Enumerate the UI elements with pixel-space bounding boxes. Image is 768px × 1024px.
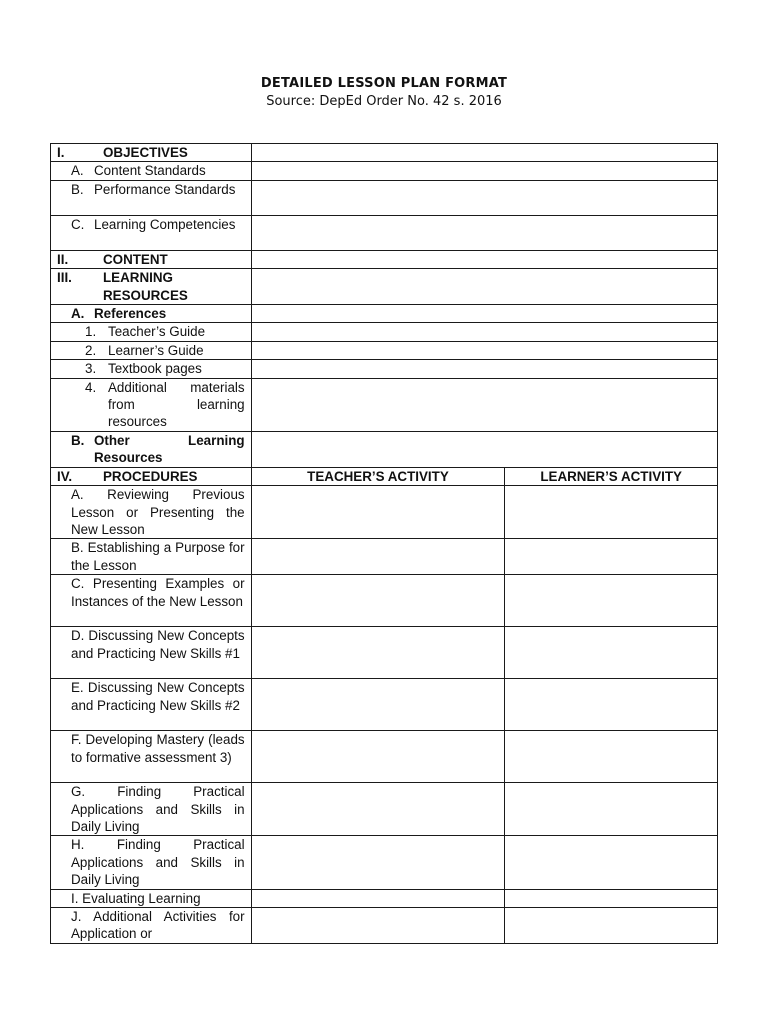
teachers-activity-cell[interactable] <box>251 627 505 679</box>
row-label-cell <box>51 360 252 378</box>
row-label-cell <box>51 783 252 836</box>
row-label-cell <box>51 627 252 679</box>
procedure-label: F. Developing Mastery (leads to formative assessment 3) <box>71 732 245 765</box>
table-row <box>51 731 718 783</box>
row-label-cell <box>51 575 252 627</box>
answer-cell[interactable] <box>251 431 717 467</box>
item-learners-guide: Learner’s Guide <box>108 342 204 358</box>
table-row <box>51 907 718 943</box>
section-number: I. <box>57 145 65 160</box>
item-additional-materials: Additional materials from learning resources <box>108 379 245 430</box>
teachers-activity-cell[interactable] <box>251 889 505 907</box>
procedure-label: A. Reviewing Previous Lesson or Presenting the New Lesson <box>71 487 245 537</box>
teachers-activity-header: TEACHER’S ACTIVITY <box>251 467 505 485</box>
row-label-cell <box>51 305 252 323</box>
answer-cell[interactable] <box>251 378 717 431</box>
row-label-cell <box>51 467 252 485</box>
item-letter: B. <box>71 181 84 197</box>
teachers-activity-cell[interactable] <box>251 575 505 627</box>
row-label-cell <box>51 250 252 268</box>
page-title: DETAILED LESSON PLAN FORMAT <box>260 76 508 91</box>
answer-cell[interactable] <box>251 341 717 359</box>
item-performance-standards: Performance Standards <box>94 181 236 197</box>
table-row <box>51 539 718 575</box>
procedure-label: H. Finding Practical Applications and Skills in Daily Living <box>71 837 245 888</box>
row-label-cell <box>51 836 252 889</box>
teachers-activity-cell[interactable] <box>251 731 505 783</box>
section-heading-procedures: PROCEDURES <box>103 468 198 484</box>
answer-cell[interactable] <box>251 269 717 305</box>
answer-cell[interactable] <box>251 323 717 341</box>
answer-cell[interactable] <box>251 250 717 268</box>
table-row <box>51 431 718 467</box>
row-label-cell <box>51 731 252 783</box>
section-heading-objectives: OBJECTIVES <box>103 145 188 160</box>
item-number: 3. <box>85 361 97 377</box>
table-row <box>51 144 718 162</box>
table-row <box>51 836 718 889</box>
table-row <box>51 575 718 627</box>
answer-cell[interactable] <box>251 215 717 250</box>
teachers-activity-cell[interactable] <box>251 907 505 943</box>
learners-activity-cell[interactable] <box>505 731 718 783</box>
procedure-label: D. Discussing New Concepts and Practicing New Skills #1 <box>71 628 245 661</box>
row-label-cell <box>51 341 252 359</box>
table-row <box>51 783 718 836</box>
item-other-learning-resources: Other Learning Resources <box>94 432 245 466</box>
item-content-standards: Content Standards <box>94 163 206 179</box>
row-label-cell <box>51 215 252 250</box>
procedure-label: J. Additional Activities for Application or <box>71 908 245 942</box>
page-subtitle: Source: DepEd Order No. 42 s. 2016 <box>266 94 502 109</box>
learners-activity-cell[interactable] <box>505 627 718 679</box>
row-label-cell <box>51 889 252 907</box>
procedure-label: I. Evaluating Learning <box>71 890 201 906</box>
teachers-activity-cell[interactable] <box>251 539 505 575</box>
learners-activity-cell[interactable] <box>505 539 718 575</box>
procedure-label: C. Presenting Examples or Instances of the New Lesson <box>71 576 245 609</box>
row-label-cell <box>51 907 252 943</box>
row-label-cell <box>51 144 252 162</box>
item-teachers-guide: Teacher’s Guide <box>108 324 206 340</box>
learners-activity-cell[interactable] <box>505 907 718 943</box>
section-heading-learning-resources: LEARNING RESOURCES <box>103 270 188 303</box>
teachers-activity-cell[interactable] <box>251 679 505 731</box>
item-textbook-pages: Textbook pages <box>108 361 202 377</box>
item-letter: B. <box>71 432 85 448</box>
table-row <box>51 360 718 378</box>
teachers-activity-cell[interactable] <box>251 486 505 539</box>
table-row <box>51 323 718 341</box>
row-label-cell <box>51 269 252 305</box>
answer-cell[interactable] <box>251 162 717 180</box>
answer-cell[interactable] <box>251 180 717 215</box>
learners-activity-cell[interactable] <box>505 575 718 627</box>
section-number: III. <box>57 270 72 286</box>
learners-activity-cell[interactable] <box>505 783 718 836</box>
teachers-activity-cell[interactable] <box>251 783 505 836</box>
row-label-cell <box>51 679 252 731</box>
table-row <box>51 305 718 323</box>
item-references: References <box>94 306 167 322</box>
row-label-cell <box>51 180 252 215</box>
learners-activity-cell[interactable] <box>505 889 718 907</box>
answer-cell[interactable] <box>251 360 717 378</box>
table-row <box>51 341 718 359</box>
teachers-activity-cell[interactable] <box>251 836 505 889</box>
section-number: IV. <box>57 468 73 484</box>
table-row <box>51 162 718 180</box>
section-heading-content: CONTENT <box>103 251 168 267</box>
item-number: 2. <box>85 342 97 358</box>
table-row <box>51 889 718 907</box>
learners-activity-cell[interactable] <box>505 486 718 539</box>
table-header-row <box>51 467 718 485</box>
learners-activity-cell[interactable] <box>505 679 718 731</box>
table-row <box>51 627 718 679</box>
table-row <box>51 215 718 250</box>
table-row <box>51 486 718 539</box>
table-row <box>51 679 718 731</box>
procedure-label: E. Discussing New Concepts and Practicing New Skills #2 <box>71 680 245 713</box>
table-row <box>51 378 718 431</box>
item-letter: A. <box>71 306 85 322</box>
item-letter: C. <box>71 216 85 232</box>
item-number: 1. <box>85 324 97 340</box>
section-number: II. <box>57 251 69 267</box>
table-row <box>51 269 718 305</box>
answer-cell[interactable] <box>251 305 717 323</box>
table-row <box>51 180 718 215</box>
row-label-cell <box>51 431 252 467</box>
procedure-label: B. Establishing a Purpose for the Lesson <box>71 540 245 573</box>
learners-activity-cell[interactable] <box>505 836 718 889</box>
row-label-cell <box>51 486 252 539</box>
row-label-cell <box>51 323 252 341</box>
item-learning-competencies: Learning Competencies <box>94 216 236 232</box>
table-row <box>51 250 718 268</box>
item-number: 4. <box>85 379 97 395</box>
item-letter: A. <box>71 163 84 179</box>
answer-cell[interactable] <box>251 144 717 162</box>
row-label-cell <box>51 539 252 575</box>
lesson-plan-table <box>50 143 718 944</box>
row-label-cell <box>51 378 252 431</box>
learners-activity-header: LEARNER’S ACTIVITY <box>505 467 718 485</box>
procedure-label: G. Finding Practical Applications and Skills in Daily Living <box>71 784 245 834</box>
row-label-cell <box>51 162 252 180</box>
